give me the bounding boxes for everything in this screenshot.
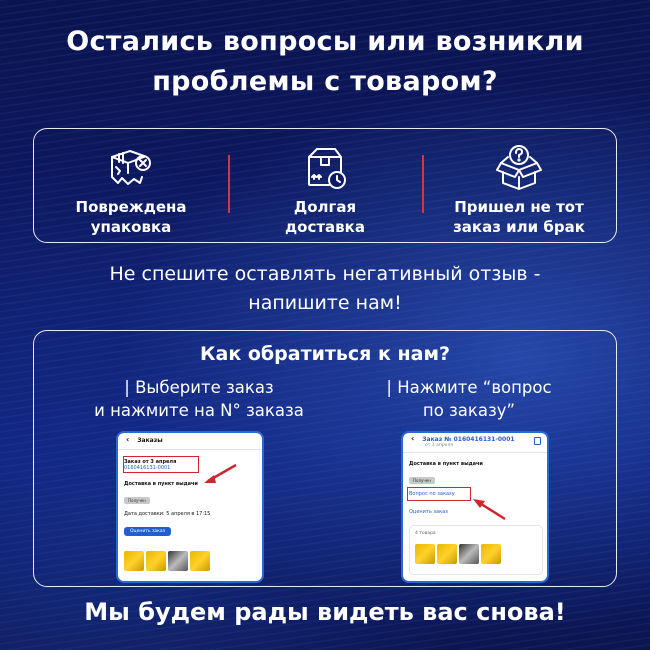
- problem-label-line-1: Пришел не тот: [454, 198, 584, 216]
- product-thumbnail: [190, 551, 210, 571]
- orders-list-screenshot: [116, 431, 264, 583]
- open-box-question-icon: [494, 143, 544, 193]
- subline-line-2: напишите нам!: [248, 292, 402, 314]
- phone-header-subtitle: от 3 апреля: [425, 443, 454, 448]
- product-thumbnail: [146, 551, 166, 571]
- status-badge: Получен: [409, 477, 435, 484]
- order-title: Заказ от 3 апреля: [124, 459, 177, 465]
- product-thumbnail: [481, 544, 501, 564]
- problem-label-line-2: доставка: [285, 218, 365, 236]
- damaged-box-icon: [106, 143, 156, 193]
- delivery-date: Дата доставки: 5 апреля в 17:15: [124, 511, 211, 517]
- subline: [0, 260, 650, 318]
- problem-long-delivery: [228, 129, 422, 242]
- how-title: Как обратиться к нам?: [199, 343, 451, 365]
- order-number-link[interactable]: 0160416131-0001: [124, 465, 171, 471]
- question-link-highlight: [407, 487, 471, 501]
- product-thumbnail: [168, 551, 188, 571]
- headline-line-1: Остались вопросы или возникли: [66, 26, 584, 57]
- headline-line-2: проблемы с товаром?: [152, 66, 498, 97]
- rate-order-button[interactable]: Оценить заказ: [124, 527, 171, 536]
- how-to-contact-panel: [33, 330, 617, 587]
- order-number-highlight: [123, 456, 199, 473]
- order-details-screenshot: [401, 431, 549, 583]
- step-1-line-2: и нажмите на N° заказа: [94, 401, 304, 420]
- step-2-line-1: | Нажмите “вопрос: [386, 378, 552, 397]
- problem-label-line-1: Долгая: [293, 198, 357, 216]
- problem-label-line-1: Повреждена: [75, 198, 187, 216]
- headline: [0, 22, 650, 102]
- red-arrow-icon: [200, 461, 240, 489]
- product-thumbnails: [124, 551, 210, 571]
- problems-panel: [33, 128, 617, 243]
- product-thumbnail: [415, 544, 435, 564]
- items-count: 4 товара: [415, 531, 436, 536]
- status-badge: Получен: [124, 497, 150, 504]
- delivery-block: [409, 461, 541, 486]
- phone-header-title: Заказ № 0160416131-0001: [422, 436, 515, 443]
- box-clock-icon: [300, 143, 350, 193]
- step-select-order: [54, 376, 344, 422]
- delivery-block: [124, 481, 256, 536]
- question-about-order-link[interactable]: Вопрос по заказу: [409, 491, 455, 497]
- delivery-label: Доставка в пункт выдачи: [409, 461, 483, 467]
- step-question-about-order: [324, 376, 614, 422]
- product-thumbnail: [124, 551, 144, 571]
- problem-damaged-package: [34, 129, 228, 242]
- copy-icon[interactable]: [534, 437, 541, 445]
- phone-header-title: Заказы: [137, 437, 163, 444]
- back-icon[interactable]: ‹: [411, 434, 415, 443]
- footer-message: Мы будем рады видеть вас снова!: [84, 598, 566, 626]
- items-card[interactable]: [409, 525, 543, 575]
- rate-order-link[interactable]: Оценить заказ: [409, 509, 448, 515]
- delivery-label: Доставка в пункт выдачи: [124, 481, 198, 487]
- back-icon[interactable]: ‹: [126, 435, 130, 444]
- phone-header: [403, 433, 547, 453]
- problem-wrong-or-defective: [422, 129, 616, 242]
- product-thumbnail: [459, 544, 479, 564]
- problem-label-line-2: заказ или брак: [453, 218, 585, 236]
- red-arrow-icon: [469, 495, 509, 523]
- subline-line-1: Не спешите оставлять негативный отзыв -: [109, 263, 541, 285]
- product-thumbnails: [415, 544, 501, 564]
- product-thumbnail: [437, 544, 457, 564]
- step-1-line-1: | Выберите заказ: [124, 378, 274, 397]
- step-2-line-2: по заказу”: [422, 401, 516, 420]
- problem-label-line-2: упаковка: [90, 218, 172, 236]
- phone-header: [118, 433, 262, 450]
